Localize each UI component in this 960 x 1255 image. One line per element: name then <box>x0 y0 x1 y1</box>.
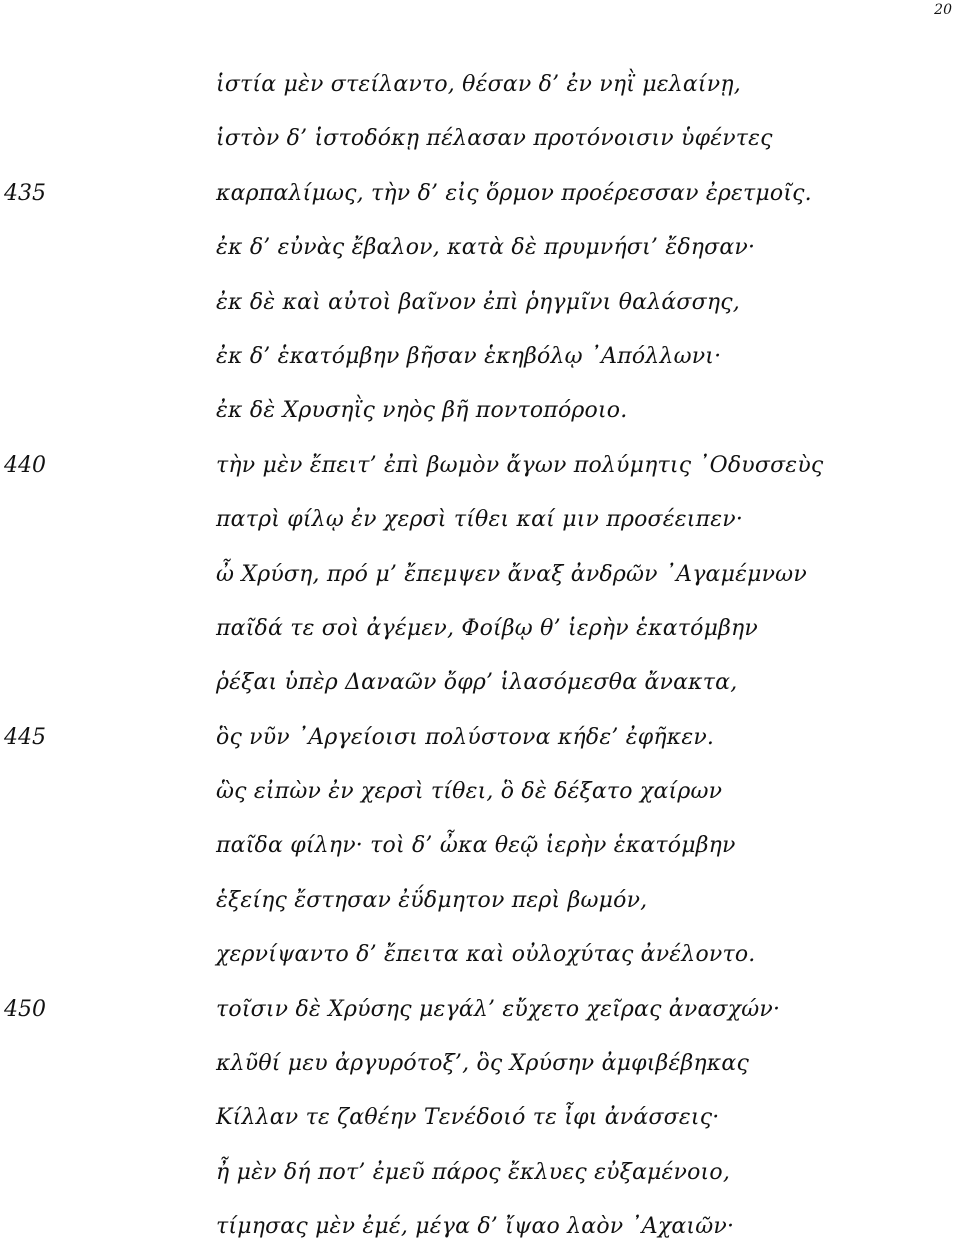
verse-line <box>0 874 960 928</box>
verse-line <box>0 276 960 330</box>
line-number: 435 <box>4 180 46 206</box>
verse-text: ῥέξαι ὑπὲρ Δαναῶν ὄφρ’ ἱλασόμεσθα ἄνακτα, <box>216 670 738 696</box>
verse-text: παῖδά τε σοὶ ἀγέμεν, Φοίβῳ θ’ ἱερὴν ἑκατόμβην <box>216 615 758 641</box>
verse-line <box>0 765 960 819</box>
line-number: 445 <box>4 724 46 750</box>
verse-text: τὴν μὲν ἔπειτ’ ἐπὶ βωμὸν ἄγων πολύμητις ᾿Οδυσσεὺς <box>216 452 824 478</box>
poem-text <box>0 58 960 1255</box>
verse-line <box>0 112 960 166</box>
verse-line <box>0 221 960 275</box>
verse-text: Κίλλαν τε ζαθέην Τενέδοιό τε ἶφι ἀνάσσεις· <box>216 1105 720 1131</box>
verse-line <box>0 167 960 221</box>
verse-text: ὦ Χρύση, πρό μ’ ἔπεμψεν ἄναξ ἀνδρῶν ᾿Αγαμέμνων <box>216 561 807 587</box>
verse-line <box>0 602 960 656</box>
verse-text: ἦ μὲν δή ποτ’ ἐμεῦ πάρος ἔκλυες εὐξαμένοιο, <box>216 1159 731 1185</box>
verse-line <box>0 330 960 384</box>
verse-text: ἱστὸν δ’ ἱστοδόκῃ πέλασαν προτόνοισιν ὑφέντες <box>216 126 773 152</box>
verse-line <box>0 819 960 873</box>
verse-text: τίμησας μὲν ἐμέ, μέγα δ’ ἴψαο λαὸν ᾿Αχαιῶν· <box>216 1214 735 1240</box>
verse-text: ἱστία μὲν στείλαντο, θέσαν δ’ ἐν νηῒ μελαίνῃ, <box>216 72 741 97</box>
verse-line <box>0 711 960 765</box>
verse-text: ὃς νῦν ᾿Αργείοισι πολύστονα κήδε’ ἐφῆκεν. <box>216 724 715 750</box>
page-number: 20 <box>934 2 952 18</box>
verse-text: χερνίψαντο δ’ ἔπειτα καὶ οὐλοχύτας ἀνέλοντο. <box>216 942 756 968</box>
line-number: 440 <box>4 452 46 478</box>
verse-line <box>0 1146 960 1200</box>
verse-line <box>0 1037 960 1091</box>
verse-line <box>0 439 960 493</box>
verse-line <box>0 928 960 982</box>
verse-text: ἐκ δ’ εὐνὰς ἔβαλον, κατὰ δὲ πρυμνήσι’ ἔδησαν· <box>216 235 756 261</box>
verse-line <box>0 493 960 547</box>
verse-text: καρπαλίμως, τὴν δ’ εἰς ὅρμον προέρεσσαν ἐρετμοῖς. <box>216 180 812 206</box>
line-number: 450 <box>4 996 46 1022</box>
verse-line <box>0 1200 960 1254</box>
verse-text: παῖδα φίλην· τοὶ δ’ ὦκα θεῷ ἱερὴν ἑκατόμβην <box>216 833 736 859</box>
verse-line <box>0 983 960 1037</box>
verse-text: τοῖσιν δὲ Χρύσης μεγάλ’ εὔχετο χεῖρας ἀνασχών· <box>216 996 781 1022</box>
verse-line <box>0 58 960 112</box>
verse-text: πατρὶ φίλῳ ἐν χερσὶ τίθει καί μιν προσέειπεν· <box>216 507 744 533</box>
verse-line <box>0 656 960 710</box>
verse-text: κλῦθί μευ ἀργυρότοξ’, ὃς Χρύσην ἀμφιβέβηκας <box>216 1051 749 1077</box>
verse-text: ἐκ δὲ καὶ αὐτοὶ βαῖνον ἐπὶ ῥηγμῖνι θαλάσσης, <box>216 289 740 315</box>
verse-text: ἐκ δὲ Χρυσηῒς νηὸς βῆ ποντοπόροιο. <box>216 398 628 424</box>
verse-text: ἐκ δ’ ἑκατόμβην βῆσαν ἑκηβόλῳ ᾿Απόλλωνι· <box>216 343 722 369</box>
verse-text: ἑξείης ἔστησαν ἐΰδμητον περὶ βωμόν, <box>216 887 648 913</box>
verse-text: ὣς εἰπὼν ἐν χερσὶ τίθει, ὃ δὲ δέξατο χαίρων <box>216 779 723 805</box>
verse-line <box>0 384 960 438</box>
verse-line <box>0 548 960 602</box>
verse-line <box>0 1091 960 1145</box>
